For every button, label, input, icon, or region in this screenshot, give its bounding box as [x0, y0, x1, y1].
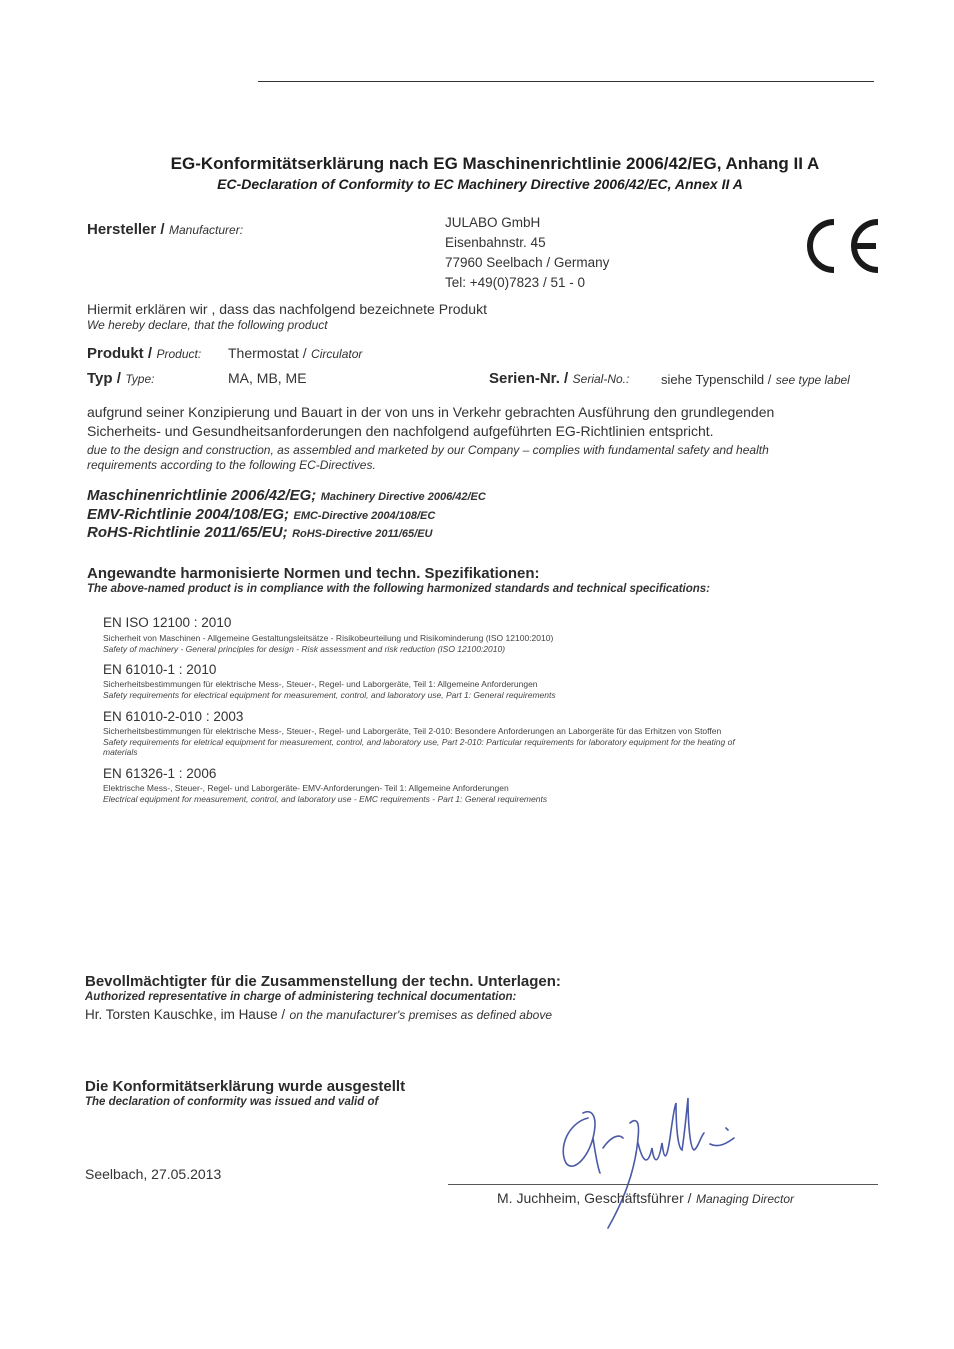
representative-heading-en: Authorized representative in charge of administering technical documentation:: [85, 991, 517, 1003]
standard-desc-en: Safety requirements for electrical equipment for measurement, control, and laboratory use, Part 1: General requirements: [103, 690, 556, 700]
standard-desc-en: Safety of machinery - General principles for design - Risk assessment and risk reduction (ISO 12100:2010): [103, 644, 506, 654]
standard-code: EN ISO 12100 : 2010: [103, 615, 232, 630]
signature-line: [448, 1184, 878, 1185]
product-value-de: Thermostat /: [228, 345, 307, 361]
type-label-de: Typ /: [87, 370, 121, 387]
directive-de: Maschinenrichtlinie 2006/42/EG;: [87, 487, 317, 504]
type-label: [87, 370, 154, 388]
standard-code: EN 61326-1 : 2006: [103, 766, 217, 781]
standard-desc-en-cont: materials: [103, 747, 138, 757]
product-label-en: Product:: [156, 347, 202, 361]
compliance-en-line1: due to the design and construction, as assembled and marketed by our Company – complies with fundamental safety and health: [87, 443, 769, 457]
issued-de: Die Konformitätserklärung wurde ausgestellt: [85, 1078, 406, 1095]
standard-desc-en: Safety requirements for eletrical equipment for measurement, control, and laboratory use, Part 2-010: Particular requirements for laboratory equipment for the heating of: [103, 737, 735, 747]
standard-desc-en: Electrical equipment for measurement, control, and laboratory use - EMC requirements - Part 1: General requirements: [103, 794, 548, 804]
directive-row: [87, 524, 433, 542]
product-label-de: Produkt /: [87, 345, 153, 362]
directive-en: RoHS-Directive 2011/65/EU: [292, 528, 433, 540]
type-value: MA, MB, ME: [228, 370, 307, 386]
manufacturer-tel: Tel: +49(0)7823 / 51 - 0: [445, 275, 585, 290]
ce-mark-icon: [798, 216, 882, 276]
product-label: [87, 345, 201, 363]
manufacturer-label-en: Manufacturer:: [169, 223, 244, 237]
standard-desc-de: Sicherheit von Maschinen - Allgemeine Gestaltungsleitsätze - Risikobeurteilung und Risikominderung (ISO 12100:2010): [103, 633, 554, 643]
representative-name-en: on the manufacturer's premises as defined above: [289, 1008, 552, 1022]
serial-value: [661, 371, 850, 389]
serial-value-de: siehe Typenschild /: [661, 372, 772, 387]
compliance-de-line2: Sicherheits- und Gesundheitsanforderungen den nachfolgend aufgeführten EG-Richtlinien entspricht.: [87, 423, 714, 439]
manufacturer-street: Eisenbahnstr. 45: [445, 235, 546, 250]
compliance-de-line1: aufgrund seiner Konzipierung und Bauart in der von uns in Verkehr gebrachten Ausführung den grundlegenden: [87, 404, 775, 420]
serial-label-en: Serial-No.:: [572, 372, 630, 386]
manufacturer-address: [445, 213, 609, 293]
declare-en: We hereby declare, that the following product: [87, 318, 328, 332]
declare-de: Hiermit erklären wir , dass das nachfolgend bezeichnete Produkt: [87, 301, 487, 317]
standard-desc-de: Elektrische Mess-, Steuer-, Regel- und Laborgeräte- EMV-Anforderungen- Teil 1: Allgemeine Anforderungen: [103, 783, 509, 793]
directive-row: [87, 506, 435, 524]
product-value-en: Circulator: [311, 347, 363, 361]
standard-code: EN 61010-2-010 : 2003: [103, 709, 244, 724]
place-date: Seelbach, 27.05.2013: [85, 1166, 222, 1182]
manufacturer-city: 77960 Seelbach / Germany: [445, 255, 610, 270]
directive-de: RoHS-Richtlinie 2011/65/EU;: [87, 524, 288, 541]
manufacturer-name: JULABO GmbH: [445, 215, 541, 230]
title-german: EG-Konformitätserklärung nach EG Maschinenrichtlinie 2006/42/EG, Anhang II A: [170, 154, 820, 173]
product-value: [228, 345, 362, 363]
standard-desc-de: Sicherheitsbestimmungen für elektrische Mess-, Steuer-, Regel- und Laborgeräte, Teil 1: Allgemeine Anforderungen: [103, 679, 538, 689]
representative-name-de: Hr. Torsten Kauschke, im Hause /: [85, 1007, 286, 1022]
signatory: [497, 1190, 794, 1208]
issued-en: The declaration of conformity was issued and valid of: [85, 1096, 379, 1108]
standard-code: EN 61010-1 : 2010: [103, 662, 217, 677]
manufacturer-label: [87, 221, 243, 239]
header-rule: [258, 81, 874, 82]
directive-en: Machinery Directive 2006/42/EC: [320, 491, 486, 503]
title-english: EC-Declaration of Conformity to EC Machinery Directive 2006/42/EC, Annex II A: [217, 176, 743, 192]
directive-en: EMC-Directive 2004/108/EC: [293, 510, 436, 522]
serial-value-en: see type label: [775, 373, 850, 387]
directive-row: [87, 487, 486, 505]
serial-label-de: Serien-Nr. /: [489, 370, 569, 387]
standards-heading-de: Angewandte harmonisierte Normen und techn. Spezifikationen:: [87, 565, 540, 582]
representative-name: [85, 1006, 552, 1024]
type-label-en: Type:: [125, 372, 155, 386]
representative-heading-de: Bevollmächtigter für die Zusammenstellung der techn. Unterlagen:: [85, 973, 561, 990]
signatory-title: Managing Director: [695, 1192, 795, 1206]
standard-desc-de: Sicherheitsbestimmungen für elektrische Mess-, Steuer-, Regel- und Laborgeräte, Teil 2-010: Besondere Anforderungen an Laborgeräte für das Erhitzen von Stoffen: [103, 726, 722, 736]
compliance-en-line2: requirements according to the following EC-Directives.: [87, 458, 376, 472]
standards-heading-en: The above-named product is in compliance with the following harmonized standards and technical specifications:: [87, 583, 711, 595]
directive-de: EMV-Richtlinie 2004/108/EG;: [87, 506, 290, 523]
serial-label: [489, 370, 629, 388]
signatory-name: M. Juchheim, Geschäftsführer /: [497, 1190, 692, 1206]
manufacturer-label-de: Hersteller /: [87, 221, 165, 238]
